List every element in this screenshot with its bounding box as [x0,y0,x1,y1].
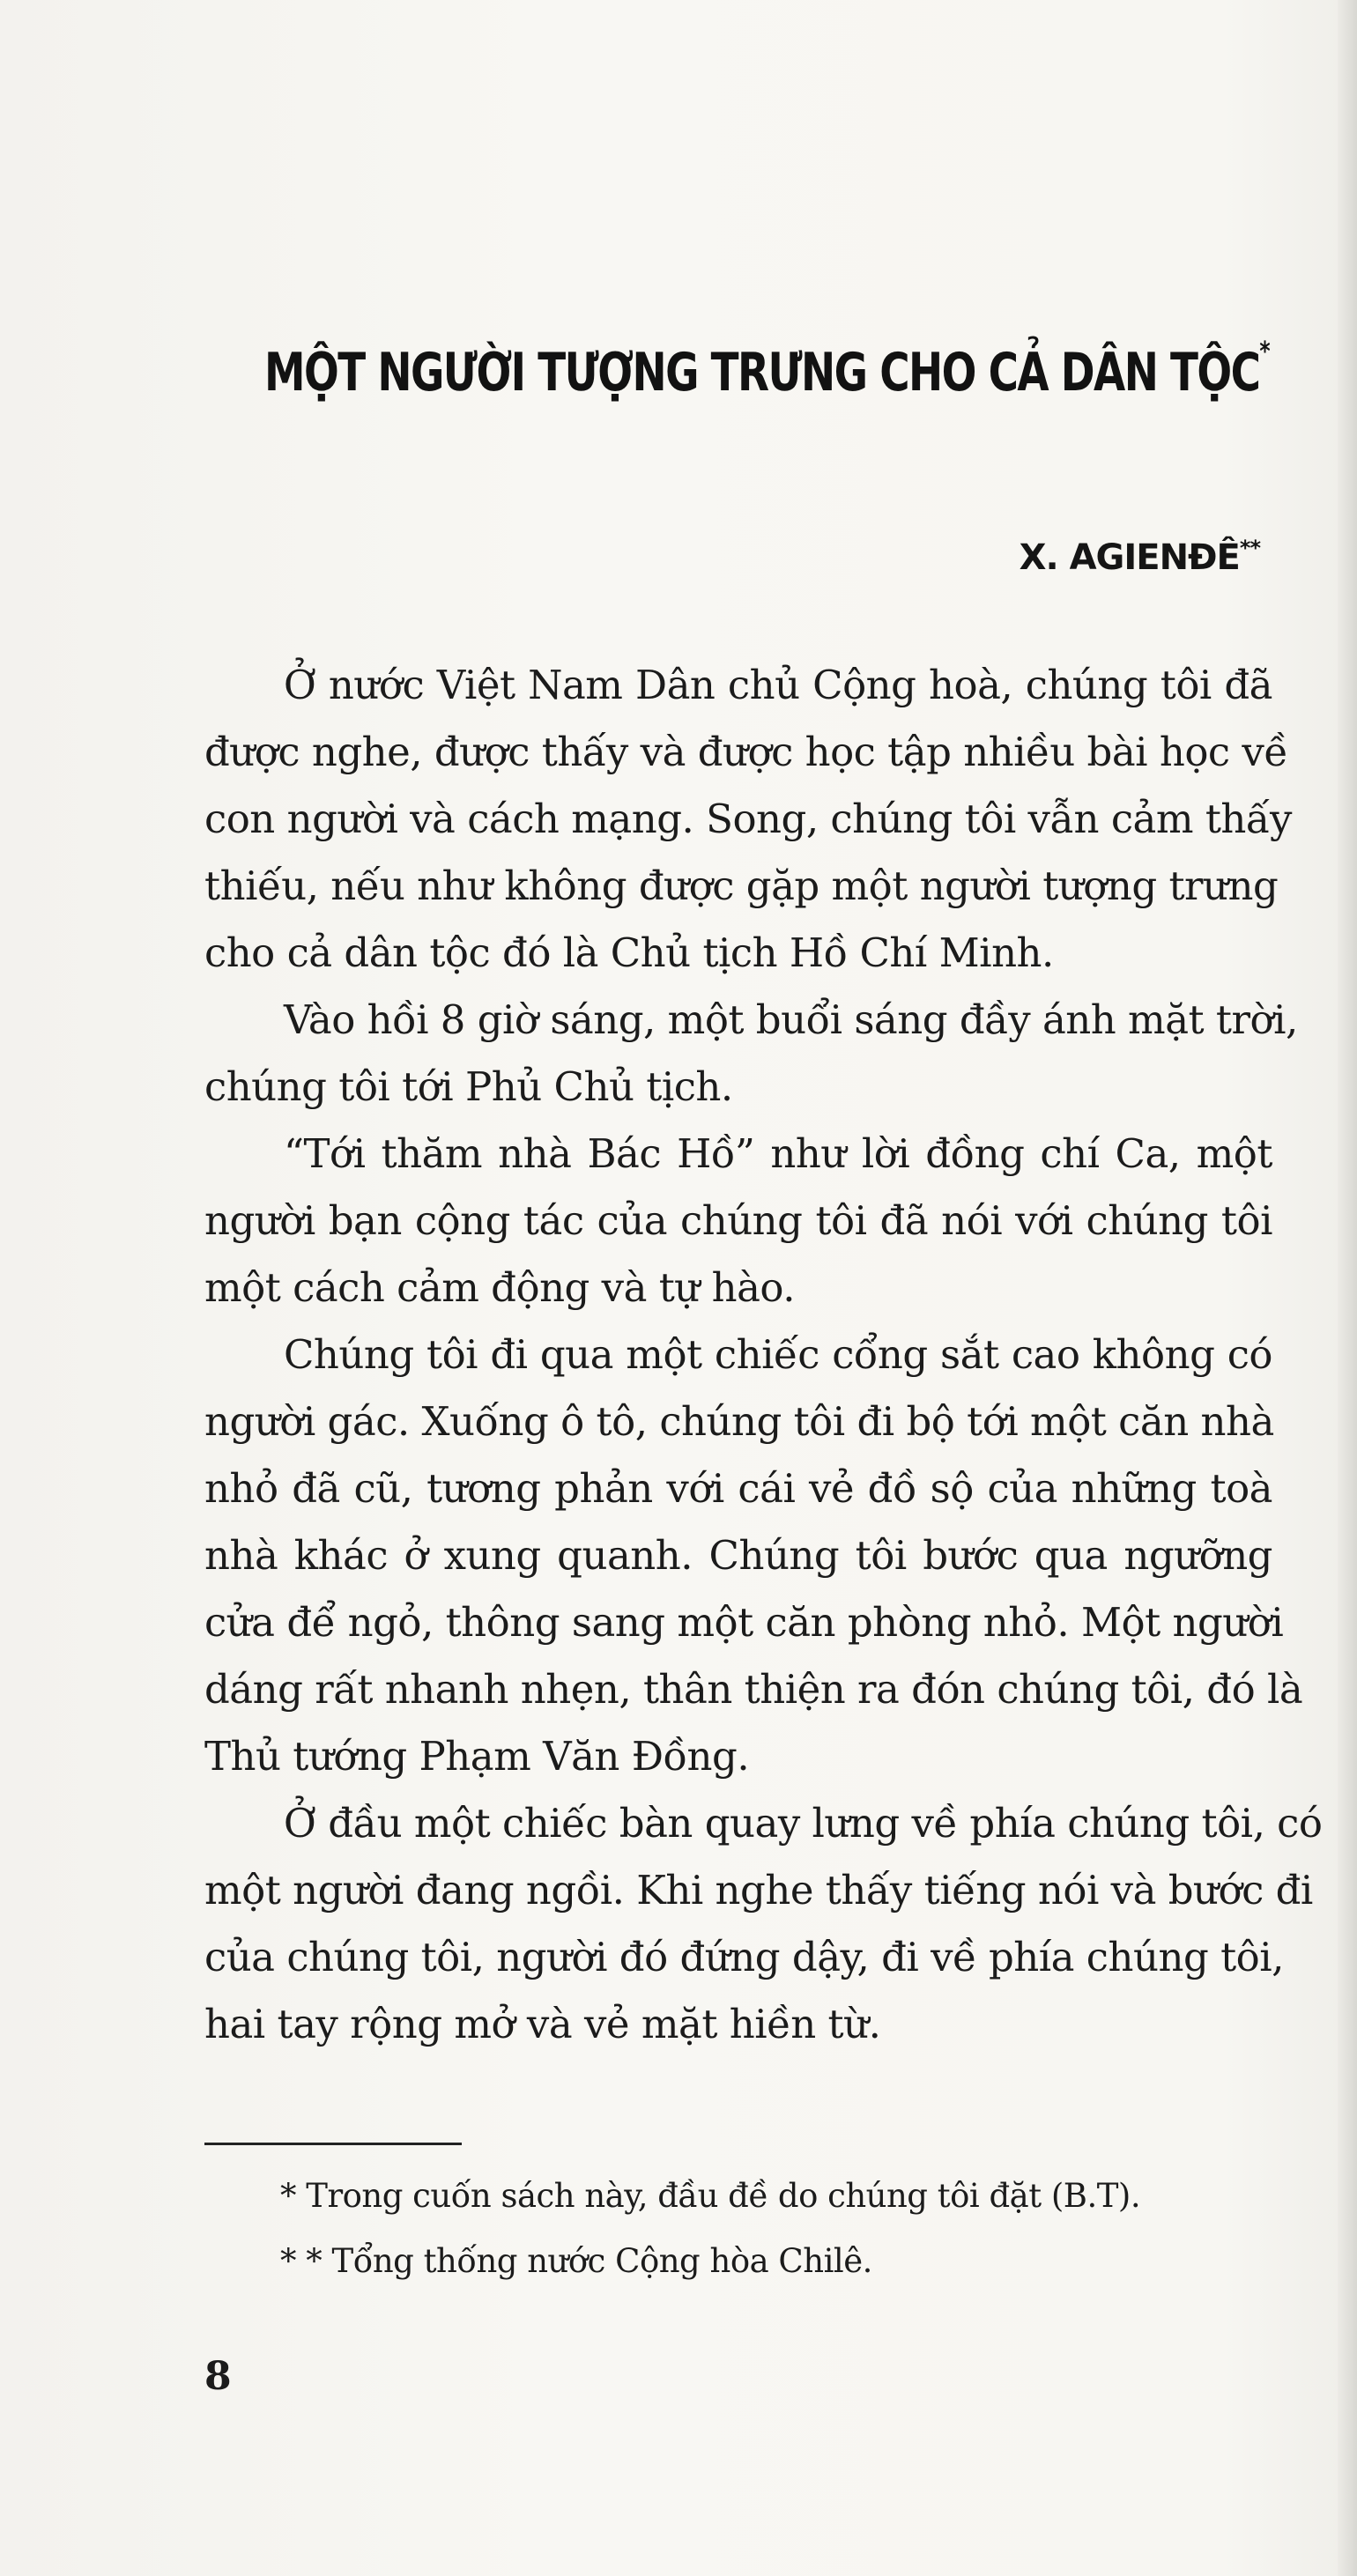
text-line: cửa để ngỏ, thông sang một căn phòng nhỏ. Một người [204,1599,1284,1646]
footnote-2: * * Tổng thống nước Cộng hòa Chilê. [280,2242,872,2280]
text-line: thiếu, nếu như không được gặp một người tượng trưng [204,862,1279,909]
body-text [204,652,1323,2058]
title-footnote-mark: * [1259,337,1270,367]
text-line: một cách cảm động và tự hào. [204,1264,796,1311]
text-line: cho cả dân tộc đó là Chủ tịch Hồ Chí Minh. [204,929,1054,976]
footnotes [280,2164,1249,2294]
text-line: của chúng tôi, người đó đứng dậy, đi về phía chúng tôi, [204,1934,1284,1980]
chapter-title-text: MỘT NGƯỜI TƯỢNG TRƯNG CHO CẢ DÂN TỘC [264,342,1260,403]
footnote-divider [204,2143,462,2145]
author-name [1020,537,1260,578]
chapter-title [264,337,1270,403]
text-line: một người đang ngồi. Khi nghe thấy tiếng nói và bước đi [204,1867,1313,1913]
text-line: chúng tôi tới Phủ Chủ tịch. [204,1063,733,1110]
text-line: con người và cách mạng. Song, chúng tôi vẫn cảm thấy [204,796,1292,842]
text-line: người gác. Xuống ô tô, chúng tôi đi bộ tới một căn nhà [204,1398,1274,1445]
text-line: được nghe, được thấy và được học tập nhiều bài học về [204,729,1288,775]
footnote-1: * Trong cuốn sách này, đầu đề do chúng tôi đặt (B.T). [280,2177,1141,2215]
text-line: nhỏ đã cũ, tương phản với cái vẻ đồ sộ của những toà [204,1465,1272,1512]
page-edge-shadow [1338,0,1357,2576]
text-line: Vào hồi 8 giờ sáng, một buổi sáng đầy ánh mặt trời, [284,996,1298,1043]
author-name-text: X. AGIENĐÊ [1019,537,1240,578]
text-line: người bạn cộng tác của chúng tôi đã nói với chúng tôi [204,1197,1272,1244]
text-line: hai tay rộng mở và vẻ mặt hiền từ. [204,2001,881,2047]
page-number: 8 [204,2354,232,2399]
text-line: dáng rất nhanh nhẹn, thân thiện ra đón chúng tôi, đó là [204,1666,1303,1713]
text-line: Ở nước Việt Nam Dân chủ Cộng hoà, chúng tôi đã [284,662,1272,708]
author-footnote-mark: ** [1239,536,1260,560]
text-line: Thủ tướng Phạm Văn Đồng. [204,1733,750,1780]
text-line: “Tới thăm nhà Bác Hồ” như lời đồng chí Ca, một [284,1130,1272,1177]
text-line: Ở đầu một chiếc bàn quay lưng về phía chúng tôi, có [284,1800,1323,1847]
text-line: nhà khác ở xung quanh. Chúng tôi bước qua ngưỡng [204,1532,1272,1579]
text-line: Chúng tôi đi qua một chiếc cổng sắt cao không có [284,1331,1272,1378]
